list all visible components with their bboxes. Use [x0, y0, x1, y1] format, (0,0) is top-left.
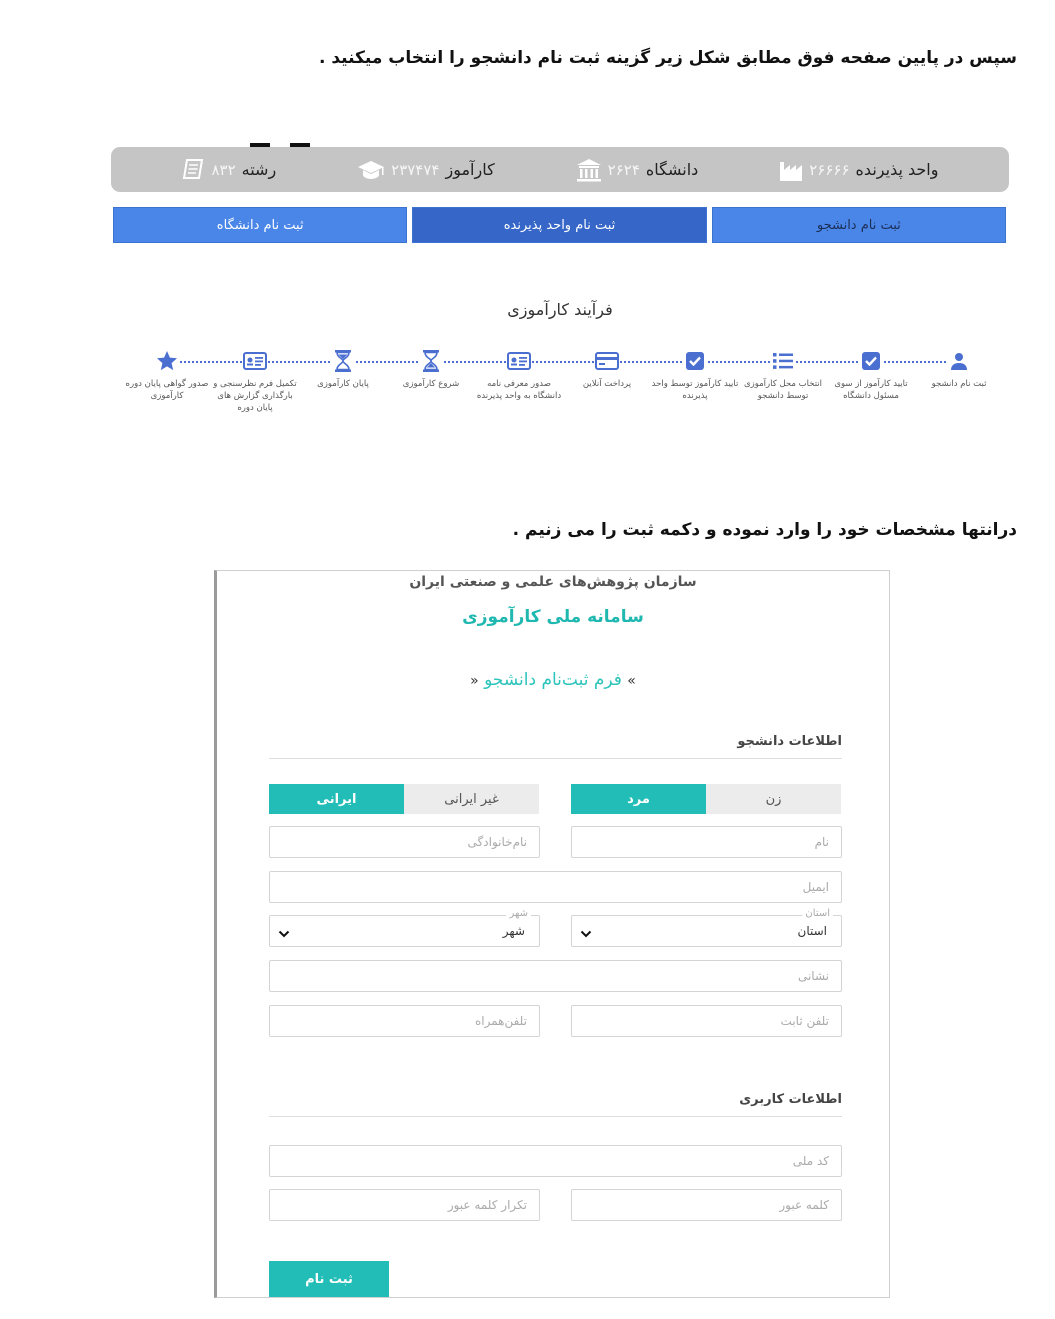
province-value: استان: [797, 924, 827, 938]
phone-input[interactable]: [571, 1005, 842, 1037]
stat-fields-label: رشته: [241, 160, 277, 179]
step-certificate: [123, 345, 211, 402]
stat-units: [779, 158, 938, 182]
process-title: فرآیند کارآموزی: [507, 300, 613, 319]
student-registration-button[interactable]: ثبت نام دانشجو: [712, 207, 1006, 243]
divider: [269, 758, 842, 759]
form-title-text: فرم ثبت‌نام دانشجو: [484, 670, 622, 690]
password-input[interactable]: [571, 1189, 842, 1221]
stat-units-number: ۲۶۶۶۶: [809, 160, 850, 179]
stat-universities-label: دانشگاه: [645, 160, 699, 179]
step-end: [299, 345, 387, 390]
chevron-down-icon: [278, 925, 290, 944]
stat-trainees-number: ۲۳۷۴۷۴: [391, 160, 440, 179]
graduation-cap-icon: [357, 159, 385, 181]
nationality-iranian-option[interactable]: ایرانی: [269, 784, 404, 814]
stat-trainees-label: کارآموز: [445, 160, 495, 179]
step-label: تایید کارآموز از سوی مسئول دانشگاه: [834, 379, 908, 401]
step-register: [915, 345, 1003, 390]
province-floating-label: استان: [802, 908, 833, 920]
university-icon: [576, 158, 602, 182]
city-floating-label: شهر: [506, 908, 531, 920]
email-input[interactable]: [269, 871, 842, 903]
factory-icon: [779, 158, 803, 182]
stat-units-label: واحد پذیرنده: [855, 160, 939, 179]
divider: [269, 1116, 842, 1117]
step-survey: [211, 345, 299, 414]
step-label: انتخاب محل کارآموزی توسط دانشجو: [743, 379, 823, 401]
hourglass-end-icon: [331, 349, 355, 373]
step-label: شروع کارآموزی: [402, 379, 460, 389]
stat-fields-number: ۸۳۲: [211, 160, 236, 179]
submit-button[interactable]: ثبت نام: [269, 1261, 389, 1297]
section-heading: اطلاعات کاربری: [739, 1092, 842, 1107]
quote-open: »: [627, 673, 636, 689]
last-name-input[interactable]: [269, 826, 540, 858]
password-repeat-input[interactable]: [269, 1189, 540, 1221]
stat-universities-number: ۲۶۲۴: [607, 160, 640, 179]
gender-male-option[interactable]: مرد: [571, 784, 706, 814]
city-select[interactable]: [269, 908, 540, 947]
university-registration-button[interactable]: ثبت نام دانشگاه: [113, 207, 407, 243]
step-label: صدور گواهی پایان دوره کارآموزی: [125, 379, 209, 401]
organization-name: سازمان پژوهش‌های علمی و صنعتی ایران: [409, 574, 697, 590]
chevron-down-icon: [580, 925, 592, 944]
user-info-section: [269, 1092, 842, 1117]
check-square-icon: [683, 349, 707, 373]
nationality-toggle: [269, 784, 539, 814]
list-icon: [771, 349, 795, 373]
stat-universities: [576, 158, 699, 182]
mobile-input[interactable]: [269, 1005, 540, 1037]
step-label: صدور معرفی نامه دانشگاه به واحد پذیرنده: [476, 379, 562, 401]
user-icon: [947, 349, 971, 373]
system-name: سامانه ملی کارآموزی: [462, 607, 644, 627]
registration-form-card: [214, 570, 890, 1298]
gender-female-option[interactable]: زن: [706, 784, 841, 814]
id-card-icon: [507, 349, 531, 373]
stats-bar: [111, 147, 1009, 192]
credit-card-icon: [595, 349, 619, 373]
step-label: پرداخت آنلاین: [582, 379, 632, 389]
instruction-middle: درانتها مشخصات خود را وارد نموده و دکمه ثبت را می زنیم .: [512, 520, 1017, 540]
quote-close: «: [470, 673, 479, 689]
star-icon: [155, 349, 179, 373]
unit-registration-button[interactable]: ثبت نام واحد پذیرنده: [412, 207, 706, 243]
step-label: تکمیل فرم نظرسنجی و بارگذاری گزارش های پایان دوره: [213, 379, 297, 413]
step-label: ثبت نام دانشجو: [931, 379, 987, 389]
address-input[interactable]: [269, 960, 842, 992]
national-code-input[interactable]: [269, 1145, 842, 1177]
form-title: [217, 670, 889, 690]
registration-buttons: [113, 207, 1006, 243]
city-value: شهر: [502, 924, 525, 938]
book-icon: [181, 158, 205, 182]
step-unit-approve: [651, 345, 739, 402]
hourglass-start-icon: [419, 349, 443, 373]
step-label: تایید کارآموز توسط واحد پذیرنده: [651, 379, 739, 401]
section-heading: اطلاعات دانشجو: [737, 734, 842, 749]
province-select[interactable]: [571, 908, 842, 947]
check-square-icon: [859, 349, 883, 373]
step-uni-approve: [827, 345, 915, 402]
stat-fields: [181, 158, 276, 182]
step-select-place: [739, 345, 827, 402]
id-card-icon: [243, 349, 267, 373]
step-start: [387, 345, 475, 390]
student-info-section: [269, 734, 842, 759]
stat-trainees: [357, 159, 495, 181]
gender-toggle: [571, 784, 841, 814]
step-label: پایان کارآموزی: [317, 379, 369, 389]
step-introduction: [475, 345, 563, 402]
nationality-foreign-option[interactable]: غیر ایرانی: [404, 784, 539, 814]
process-timeline: [120, 345, 1000, 425]
step-payment: [563, 345, 651, 390]
instruction-top: سپس در پایین صفحه فوق مطابق شکل زیر گزینه ثبت نام دانشجو را انتخاب میکنید .: [318, 48, 1017, 68]
first-name-input[interactable]: [571, 826, 842, 858]
